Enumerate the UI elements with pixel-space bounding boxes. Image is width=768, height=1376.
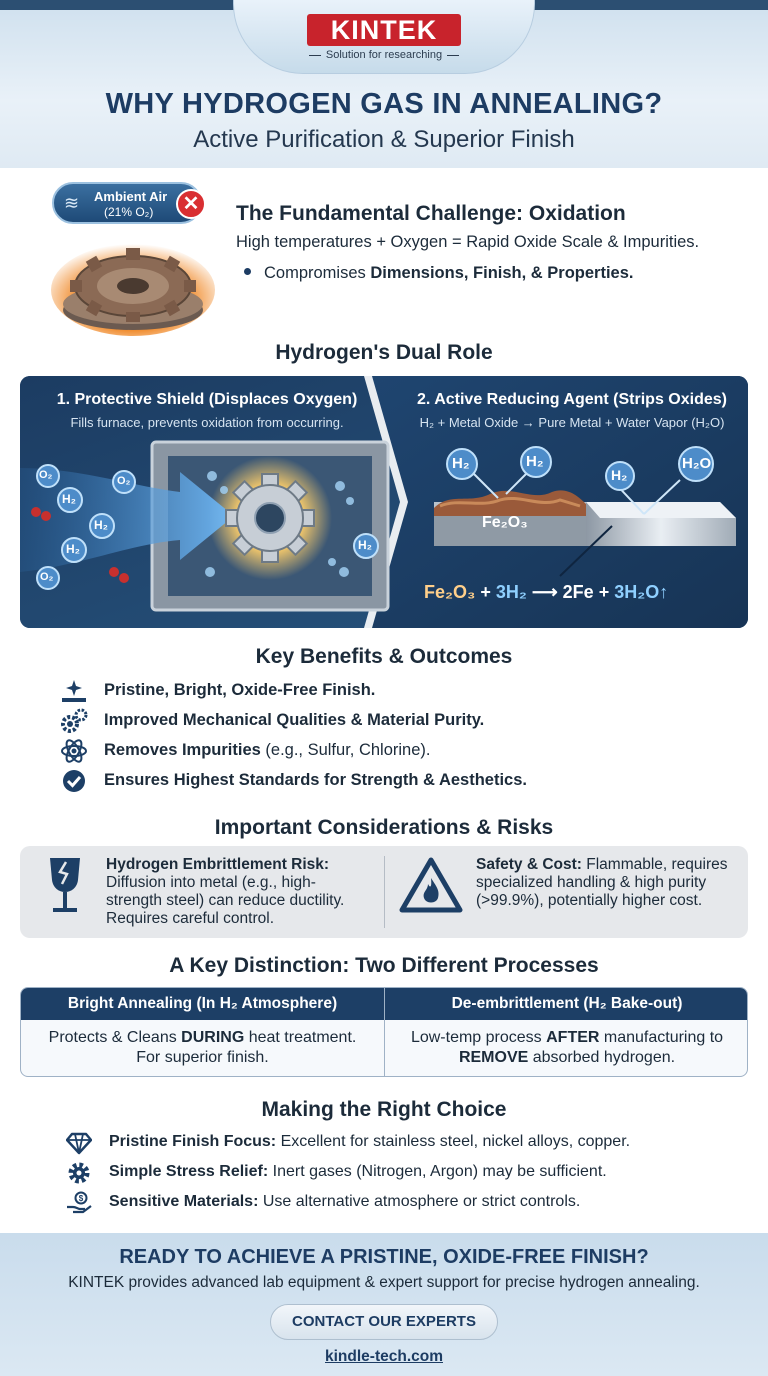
choice-rest: Inert gases (Nitrogen, Argon) may be sufficient. [268, 1163, 607, 1180]
h2-molecule-label: H₂ [66, 542, 80, 556]
checkmark-circle-icon [60, 768, 88, 794]
challenge-bullet-bold: Dimensions, Finish, & Properties. [370, 264, 634, 282]
kintek-logo[interactable]: KINTEK [307, 14, 461, 46]
h2-molecule-label: H₂ [452, 455, 470, 472]
website-link[interactable]: kindle-tech.com [325, 1348, 443, 1365]
hot-gear-illustration [48, 218, 218, 336]
h2-molecule-label: H₂ [94, 518, 108, 532]
cell-text: Protects & Cleans [48, 1029, 182, 1046]
choice-bold: Pristine Finish Focus: [109, 1133, 277, 1150]
gear-icon [66, 1161, 92, 1185]
de-embrittlement-cell [385, 1028, 748, 1068]
o2-molecule-label: O₂ [39, 469, 53, 481]
cta-title: READY TO ACHIEVE A PRISTINE, OXIDE-FREE FINISH? [119, 1246, 649, 1268]
reduction-equation [424, 582, 746, 603]
page-subtitle: Active Purification & Superior Finish [193, 126, 575, 153]
equation-product-water: 3H₂O↑ [614, 582, 669, 602]
safety-cost-text [476, 856, 734, 910]
bright-annealing-cell [21, 1028, 384, 1068]
equation-reactant-oxide: Fe₂O₃ [424, 582, 476, 602]
bright-annealing-header: Bright Annealing (In H₂ Atmosphere) [21, 988, 384, 1020]
logo-tagline: Solution for researching [300, 49, 468, 61]
ambient-oxygen-label: (21% O₂) [104, 205, 154, 219]
choice-bold: Sensitive Materials: [109, 1193, 259, 1210]
benefits-heading: Key Benefits & Outcomes [255, 645, 513, 668]
h2o-molecule-label: H₂O [682, 455, 712, 472]
protective-shield-subtitle: Fills furnace, prevents oxidation from occurring. [70, 415, 344, 430]
cell-bold: AFTER [546, 1029, 600, 1046]
cell-bold: DURING [181, 1029, 245, 1046]
contact-experts-button[interactable]: CONTACT OUR EXPERTS [270, 1304, 498, 1340]
choice-bold: Simple Stress Relief: [109, 1163, 269, 1180]
benefit-bold: Ensures Highest Standards for Strength & Aesthetics. [104, 771, 527, 789]
reducing-agent-subtitle: H₂ + Metal Oxide → Pure Metal + Water Vapor (H₂O) [419, 415, 725, 430]
challenge-title: The Fundamental Challenge: Oxidation [236, 202, 626, 225]
cell-text: For superior finish. [136, 1049, 269, 1066]
o2-molecule-label: O₂ [117, 475, 131, 487]
embrittlement-risk-rest: Diffusion into metal (e.g., high-strength steel) can reduce ductility. Requires careful control. [106, 874, 345, 927]
sparkle-finish-icon [60, 678, 88, 704]
flammable-warning-icon [398, 856, 464, 916]
h2-molecule-label: H₂ [358, 538, 372, 552]
de-embrittlement-header: De-embrittlement (H₂ Bake-out) [385, 988, 748, 1020]
equation-product-iron: 2Fe [562, 582, 594, 602]
atom-icon [60, 738, 88, 764]
challenge-text: High temperatures + Oxygen = Rapid Oxide Scale & Impurities. [236, 233, 700, 251]
equation-plus: + [593, 582, 615, 602]
reducing-agent-title: 2. Active Reducing Agent (Strips Oxides) [417, 391, 727, 408]
svg-text:$: $ [78, 1194, 84, 1203]
protective-shield-title: 1. Protective Shield (Displaces Oxygen) [56, 391, 358, 408]
cell-bold: REMOVE [458, 1049, 529, 1066]
risks-divider [384, 856, 385, 928]
wind-icon: ≋ [64, 193, 80, 213]
safety-cost-bold: Safety & Cost: [476, 856, 582, 873]
cell-text: manufacturing to [599, 1029, 724, 1046]
diamond-icon [66, 1131, 92, 1155]
broken-glass-icon [44, 856, 86, 916]
cell-text: absorbed hydrogen. [528, 1049, 676, 1066]
choice-rest: Excellent for stainless steel, nickel alloys, copper. [276, 1133, 631, 1150]
safety-cost-rest: Flammable, requires specialized handling & high purity (>99.9%), potentially higher cost. [476, 856, 728, 909]
cta-text: KINTEK provides advanced lab equipment & expert support for precise hydrogen annealing. [68, 1274, 700, 1291]
fe2o3-label: Fe₂O₃ [482, 514, 528, 531]
benefit-bold: Improved Mechanical Qualities & Material Purity. [104, 711, 485, 729]
cell-text: heat treatment. [244, 1029, 357, 1046]
embrittlement-risk-bold: Hydrogen Embrittlement Risk: [106, 856, 330, 873]
benefit-rest: (e.g., Sulfur, Chlorine). [260, 741, 431, 759]
h2-molecule-label: H₂ [526, 453, 544, 470]
distinction-heading: A Key Distinction: Two Different Processes [169, 954, 599, 977]
h2-molecule-label: H₂ [62, 492, 76, 506]
benefit-bold: Pristine, Bright, Oxide-Free Finish. [104, 681, 376, 699]
risks-heading: Important Considerations & Risks [214, 816, 554, 839]
bullet-dot-icon [244, 268, 251, 275]
o2-molecule-label: O₂ [40, 571, 54, 583]
challenge-bullet-prefix: Compromises [264, 264, 371, 282]
close-x-icon: ✕ [176, 189, 206, 219]
choice-rest: Use alternative atmosphere or strict controls. [258, 1193, 581, 1210]
choice-heading: Making the Right Choice [261, 1098, 507, 1121]
embrittlement-risk-text [106, 856, 370, 928]
page-title: WHY HYDROGEN GAS IN ANNEALING? [105, 88, 663, 120]
h2-molecule-label: H₂ [611, 467, 628, 483]
process-comparison-table [20, 987, 748, 1077]
cell-text: Low-temp process [410, 1029, 547, 1046]
dual-role-heading: Hydrogen's Dual Role [275, 341, 493, 364]
hand-coin-icon [66, 1191, 92, 1215]
equation-plus: + [475, 582, 496, 602]
challenge-bullet [244, 264, 634, 283]
equation-reactant-hydrogen: 3H₂ [495, 582, 527, 602]
gears-icon [60, 708, 88, 734]
equation-arrow: ⟶ [526, 582, 563, 602]
ambient-air-label: Ambient Air [94, 189, 168, 204]
dual-role-panel [20, 376, 748, 628]
benefit-bold: Removes Impurities [104, 741, 261, 759]
